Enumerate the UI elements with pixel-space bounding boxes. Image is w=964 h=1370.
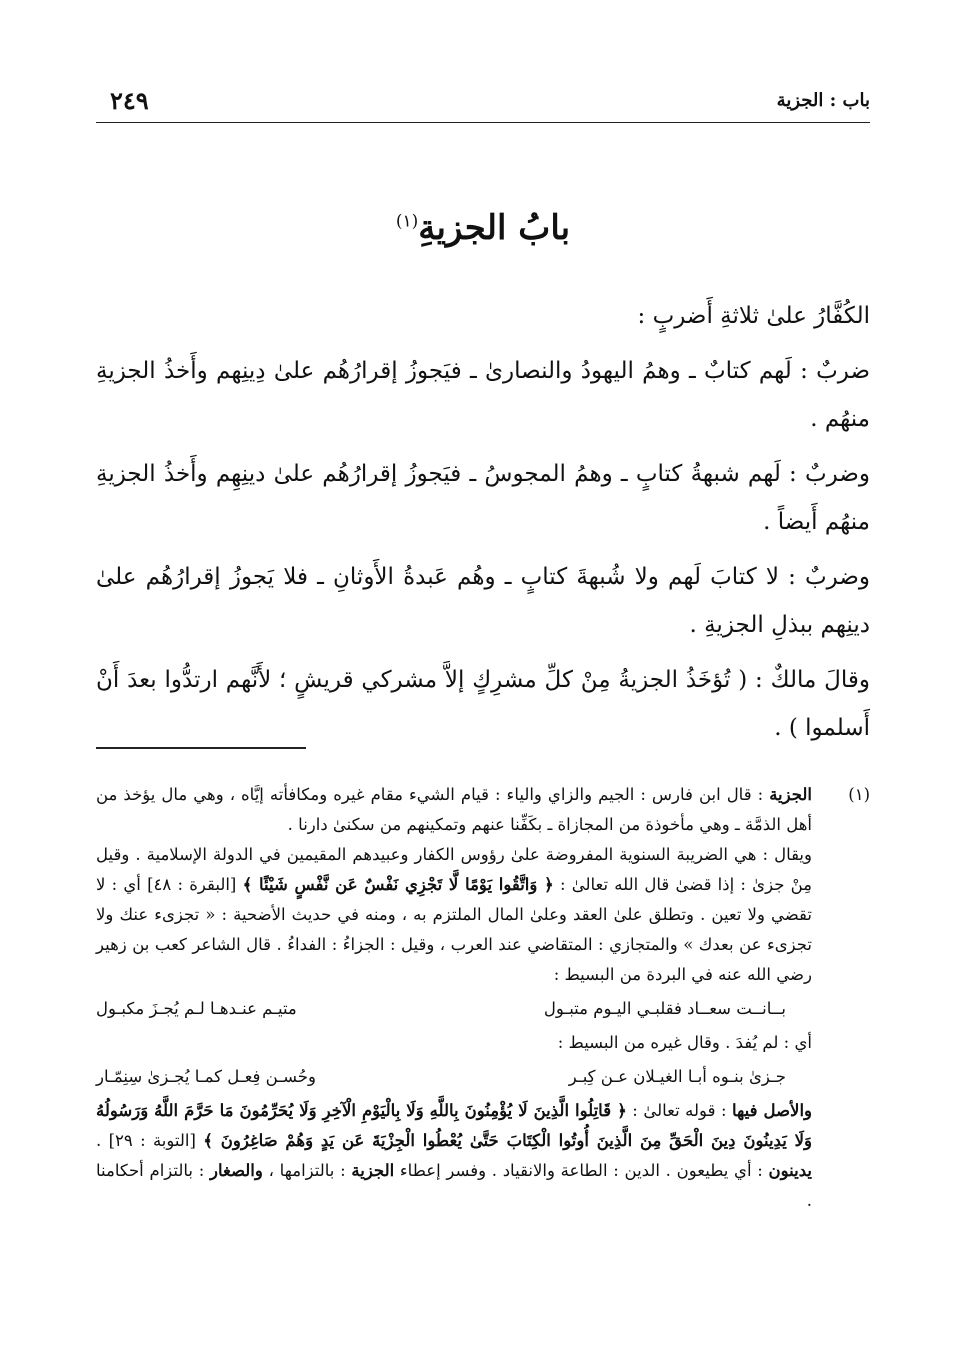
footnote-p4-b: : بالتزامها ، xyxy=(268,1161,346,1180)
paragraph-4: وقالَ مالكٌ : ( تُؤخَذُ الجزيةُ مِنْ كلِّ مشرِكٍ إلاَّ مشركي قريشٍ ؛ لأَنَّهم ارتدُّوا بعدَ أَنْ أَسلموا ) . xyxy=(96,667,870,741)
paragraph-1: ضربٌ : لَهم كتابٌ ـ وهمُ اليهودُ والنصارىٰ ـ فيَجوزُ إقرارُهُم علىٰ دِينِهم وأَخذُ الجزيةِ منهُم . xyxy=(96,358,870,432)
footnote-p3: أي : لم يُفدَ . وقال غيره من البسيط : xyxy=(557,1033,812,1052)
section-title xyxy=(96,208,870,248)
term-yadinun: يدينون xyxy=(768,1161,812,1180)
footnote-p4-c: : بالتزام أحكامنا . xyxy=(96,1161,812,1210)
section-title-text: بابُ الجزيةِ xyxy=(418,208,571,248)
footnote-p1 xyxy=(96,780,812,840)
footnote-ref[interactable]: (١) xyxy=(395,211,419,232)
footnote-p1-text: : قال ابن فارس : الجيم والزاي والياء : قيام الشيء مقام غيره ومكافأته إيَّاه ، وهي مال يؤخذ من أهل الذمَّة ـ وهي مأخوذة من المجازاة ـ بكَفِّنا عنهم وتمكينهم من سكنىٰ دارنا . xyxy=(96,785,812,834)
page-number: ٢٤٩ xyxy=(110,86,149,115)
verse-2-first-hemistich: جـزىٰ بنـوه أبـا الغيـلان عـن كِبـر xyxy=(568,1067,786,1086)
main-text xyxy=(96,292,870,759)
footnote-p4-intro: : قوله تعالىٰ : xyxy=(632,1101,727,1120)
verse-1-second-hemistich: متيـم عنـدهـا لـم يُجـزَ مكبـول xyxy=(96,999,297,1018)
footnote-p4 xyxy=(96,1096,812,1216)
verse-1-first-hemistich: بــانــت سعــاد فقلبـي اليـوم متبـول xyxy=(543,999,786,1018)
footnotes xyxy=(96,780,870,1216)
footnote-p4-a: : أي يطيعون . الدين : الطاعة والانقياد . وفسر إعطاء xyxy=(399,1161,763,1180)
term-saghar: والصغار xyxy=(210,1161,263,1180)
footnote-p2b: [البقرة : ٤٨] أي : لا تقضي ولا تعين . وتطلق علىٰ العقد وعلىٰ المال الملتزم به ، ومنه في حديث الأضحية : « تجزىء عنك ولا تجزىء عن بعدك » والمتجازي : المتقاضي عند العرب ، وقيل : الجزاءُ : الفداءُ . قال الشاعر كعب بن زهير رضي الله عنه في البردة من البسيط : xyxy=(96,875,812,984)
footnote-p4-label: والأصل فيها xyxy=(732,1101,812,1120)
header-divider xyxy=(96,122,870,123)
quran-verse-2: ﴿ قَاتِلُوا الَّذِينَ لَا يُؤْمِنُونَ بِاللَّهِ وَلَا بِالْيَوْمِ الْآخِرِ وَلَا يُحَرِّمُونَ مَا حَرَّمَ اللَّهُ وَرَسُولُهُ وَلَا يَدِينُونَ دِينَ الْحَقِّ مِنَ الَّذِينَ أُوتُوا الْكِتَابَ حَتَّىٰ يُعْطُوا الْجِزْيَةَ عَن يَدٍ وَهُمْ صَاغِرُونَ ﴾ xyxy=(96,1101,813,1150)
verse-2-second-hemistich: وحُسـن فِعـل كمـا يُجـزىٰ سِنِمّـار xyxy=(96,1067,316,1086)
footnote-number: (١) xyxy=(848,785,870,804)
poem-verse-1 xyxy=(96,994,786,1024)
footnote-1 xyxy=(96,780,870,1216)
footnote-p2a: ويقال : هي الضريبة السنوية المفروضة علىٰ رؤوس الكفار وعبيدهم المقيمين في الدولة الإسلامية . وقيل مِنْ جزىٰ : إذا قضىٰ قال الله تعالىٰ : xyxy=(96,845,813,894)
footnote-p2 xyxy=(96,840,812,990)
footnote-divider xyxy=(96,747,306,749)
book-page xyxy=(96,0,870,1370)
intro-line: الكُفَّارُ علىٰ ثلاثةِ أَضربٍ : xyxy=(637,303,870,329)
footnote-term: الجزية xyxy=(769,785,812,804)
paragraph-2: وضربٌ : لَهم شبهةُ كتابٍ ـ وهمُ المجوسُ ـ فيَجوزُ إقرارُهُم علىٰ دينِهِم وأَخذُ الجزيةِ منهُم أَيضاً . xyxy=(96,461,870,535)
term-jizya: الجزية xyxy=(351,1161,395,1180)
running-header xyxy=(96,86,870,120)
quran-verse-1: ﴿ وَاتَّقُوا يَوْمًا لَّا تَجْزِي نَفْسٌ عَن نَّفْسٍ شَيْئًا ﴾ xyxy=(242,875,554,894)
footnote-p4-ref: [التوبة : ٢٩] . xyxy=(96,1131,196,1150)
chapter-title: باب : الجزية xyxy=(776,90,870,111)
paragraph-3: وضربٌ : لا كتابَ لَهم ولا شُبهةَ كتابٍ ـ وهُم عَبدةُ الأَوثانِ ـ فلا يَجوزُ إقرارُهُم علىٰ دينِهم ببذلِ الجزيةِ . xyxy=(96,564,870,638)
poem-verse-2 xyxy=(96,1062,786,1092)
